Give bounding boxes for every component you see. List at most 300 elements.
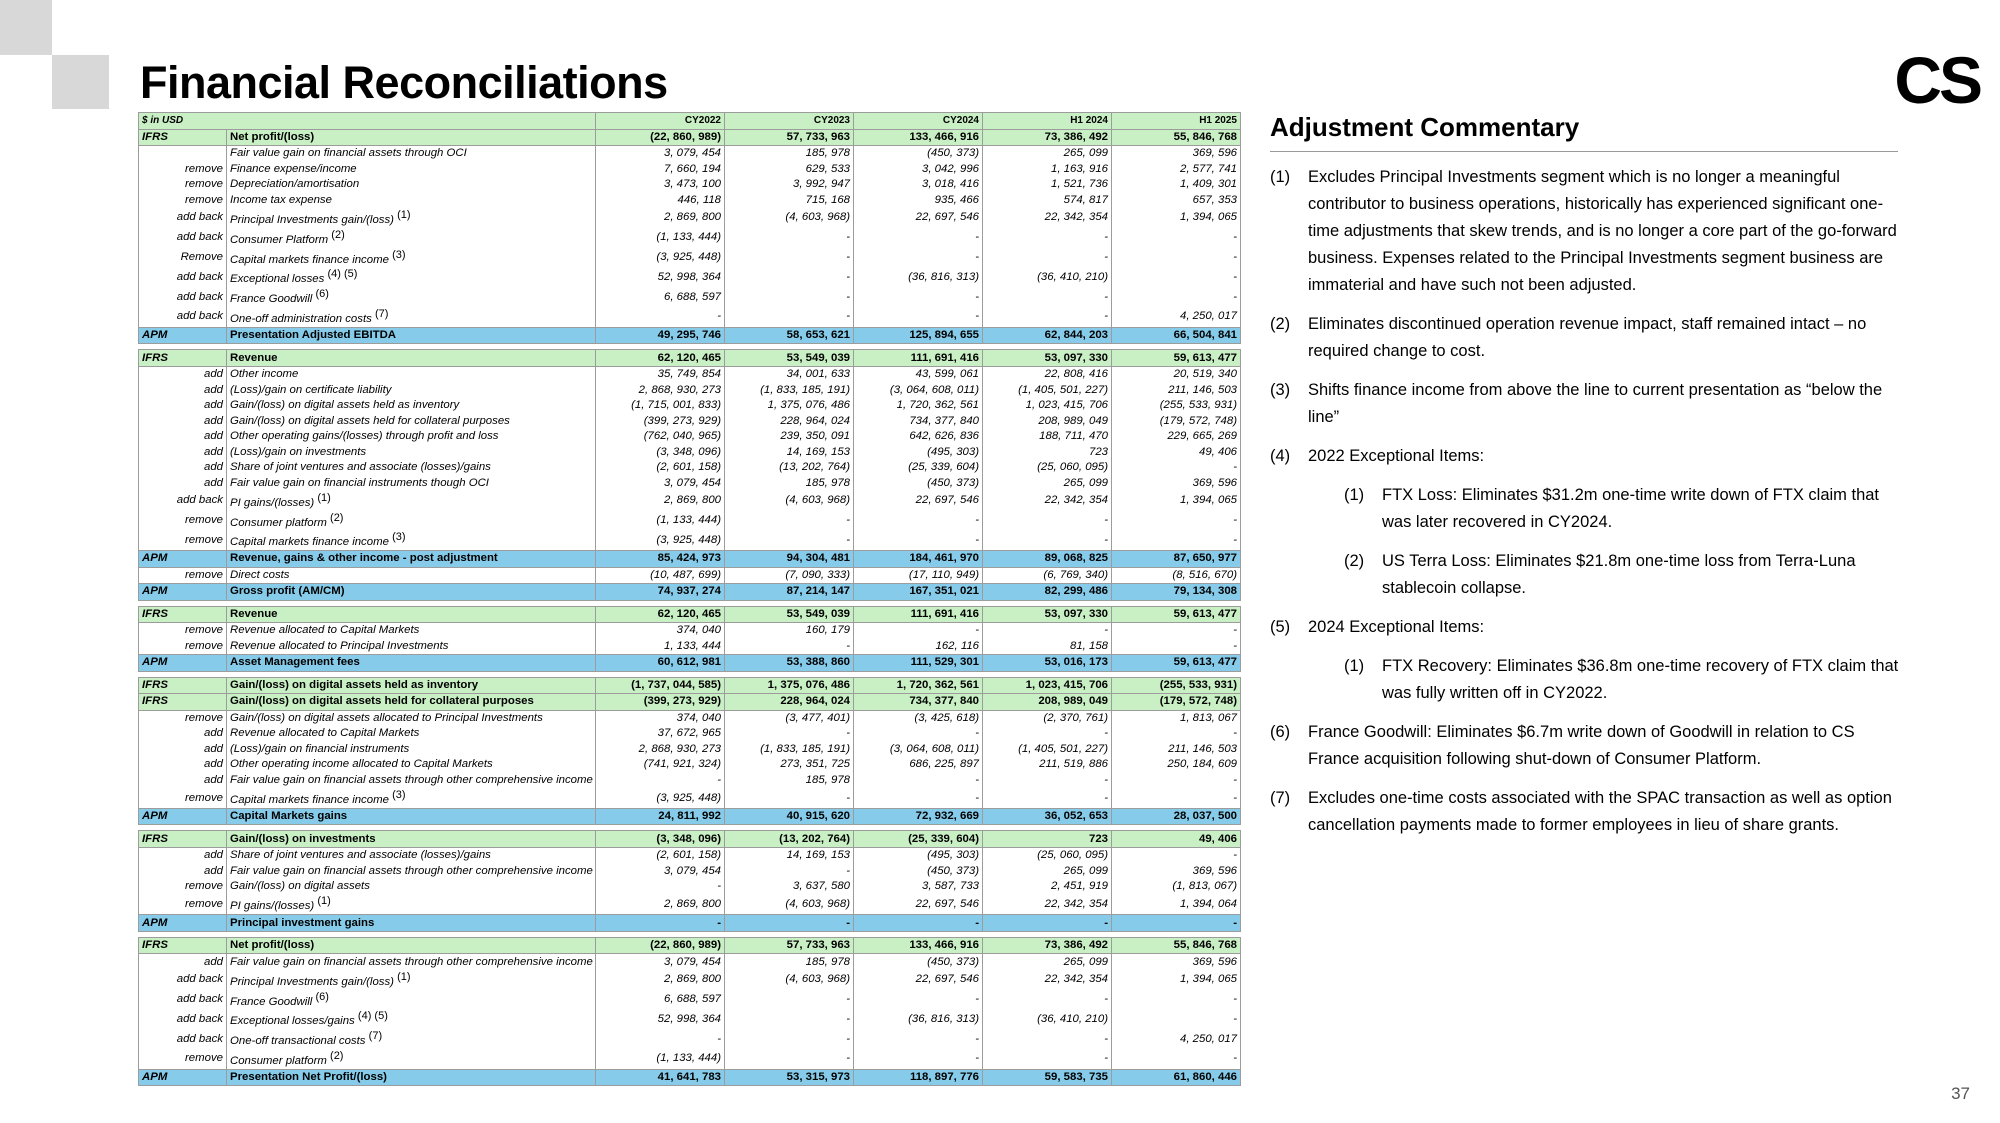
row-label <box>227 742 596 758</box>
value-cell: (450, 373) <box>854 475 983 491</box>
value-cell: 34, 001, 633 <box>725 366 854 382</box>
value-cell: 715, 168 <box>725 193 854 209</box>
value-cell: 1, 394, 064 <box>1112 894 1241 914</box>
row-tag: add <box>139 429 227 445</box>
value-cell: 61, 860, 446 <box>1112 1069 1241 1086</box>
commentary-subitem <box>1344 548 1910 602</box>
adjustment-row <box>139 757 1241 773</box>
row-label <box>227 847 596 863</box>
adjustment-row <box>139 307 1241 327</box>
row-label <box>227 788 596 808</box>
value-cell: - <box>854 990 983 1010</box>
adjustment-row <box>139 429 1241 445</box>
row-tag: add <box>139 444 227 460</box>
value-cell: 250, 184, 609 <box>1112 757 1241 773</box>
value-cell: (10, 487, 699) <box>596 567 725 584</box>
value-cell: - <box>725 228 854 248</box>
value-cell: (495, 303) <box>854 444 983 460</box>
value-cell: - <box>1112 990 1241 1010</box>
adjustment-row <box>139 248 1241 268</box>
row-tag: add <box>139 413 227 429</box>
row-tag: add <box>139 460 227 476</box>
value-cell: 133, 466, 916 <box>854 129 983 146</box>
row-label <box>227 879 596 895</box>
adjustment-row <box>139 530 1241 550</box>
value-cell: 3, 637, 580 <box>725 879 854 895</box>
ifrs-row <box>139 937 1241 954</box>
footnote-ref: (4) (5) <box>327 268 358 281</box>
value-cell: 1, 133, 444 <box>596 639 725 655</box>
value-cell: (179, 572, 748) <box>1112 413 1241 429</box>
row-label-text: Consumer Platform <box>230 233 329 246</box>
adjustment-row <box>139 1029 1241 1049</box>
value-cell: 3, 079, 454 <box>596 954 725 970</box>
row-label <box>227 228 596 248</box>
value-cell: 53, 016, 173 <box>983 655 1112 672</box>
row-label-text: Exceptional losses/gains <box>230 1015 355 1028</box>
row-label-text: Revenue allocated to Capital Markets <box>230 624 420 637</box>
value-cell: 22, 697, 546 <box>854 208 983 228</box>
value-cell: - <box>854 228 983 248</box>
row-label-text: Net profit/(loss) <box>230 939 315 952</box>
value-cell: - <box>1112 773 1241 789</box>
row-label-text: One-off administration costs <box>230 312 372 325</box>
value-cell: (255, 533, 931) <box>1112 398 1241 414</box>
row-tag: remove <box>139 710 227 726</box>
commentary-title: Adjustment Commentary <box>1270 112 1898 152</box>
value-cell: 87, 650, 977 <box>1112 551 1241 568</box>
value-cell: (1, 133, 444) <box>596 1049 725 1069</box>
value-cell: 22, 342, 354 <box>983 491 1112 511</box>
adjustment-row <box>139 177 1241 193</box>
value-cell: 185, 978 <box>725 773 854 789</box>
value-cell: 73, 386, 492 <box>983 937 1112 954</box>
value-cell: 133, 466, 916 <box>854 937 983 954</box>
row-tag: add <box>139 954 227 970</box>
value-cell: - <box>596 915 725 932</box>
value-cell: 1, 375, 076, 486 <box>725 677 854 694</box>
value-cell: 265, 099 <box>983 954 1112 970</box>
value-cell: 657, 353 <box>1112 193 1241 209</box>
row-label <box>227 894 596 914</box>
value-cell: - <box>725 639 854 655</box>
adjustment-row <box>139 742 1241 758</box>
value-cell: 7, 660, 194 <box>596 162 725 178</box>
adjustment-row <box>139 970 1241 990</box>
value-cell: 37, 672, 965 <box>596 726 725 742</box>
adjustment-row <box>139 146 1241 162</box>
commentary-text: 2022 Exceptional Items: <box>1308 447 1485 465</box>
value-cell: 59, 613, 477 <box>1112 655 1241 672</box>
value-cell: 59, 613, 477 <box>1112 350 1241 367</box>
value-cell: 60, 612, 981 <box>596 655 725 672</box>
value-cell: 734, 377, 840 <box>854 413 983 429</box>
row-tag: add <box>139 382 227 398</box>
row-label <box>227 413 596 429</box>
adjustment-row <box>139 710 1241 726</box>
footnote-ref: (3) <box>392 531 406 544</box>
value-cell: 4, 250, 017 <box>1112 1029 1241 1049</box>
row-label <box>227 639 596 655</box>
value-cell: 22, 808, 416 <box>983 366 1112 382</box>
value-cell: - <box>854 248 983 268</box>
commentary-number: (6) <box>1270 723 1291 741</box>
value-cell: (1, 133, 444) <box>596 511 725 531</box>
value-cell: 369, 596 <box>1112 146 1241 162</box>
row-label <box>227 129 596 146</box>
value-cell: 22, 342, 354 <box>983 970 1112 990</box>
value-cell: - <box>596 1029 725 1049</box>
value-cell: 3, 473, 100 <box>596 177 725 193</box>
value-cell: (3, 348, 096) <box>596 831 725 848</box>
adjustment-row <box>139 460 1241 476</box>
adjustment-row <box>139 954 1241 970</box>
row-tag: add back <box>139 990 227 1010</box>
commentary-number: (3) <box>1270 381 1291 399</box>
col-header: CY2024 <box>854 113 983 130</box>
value-cell: - <box>596 773 725 789</box>
value-cell: - <box>854 307 983 327</box>
value-cell: 81, 158 <box>983 639 1112 655</box>
value-cell: (3, 477, 401) <box>725 710 854 726</box>
row-label <box>227 1069 596 1086</box>
value-cell: (741, 921, 324) <box>596 757 725 773</box>
value-cell: 1, 394, 065 <box>1112 970 1241 990</box>
row-label <box>227 606 596 623</box>
adjustment-row <box>139 894 1241 914</box>
page-number: 37 <box>1951 1084 1970 1103</box>
row-label <box>227 726 596 742</box>
value-cell: 273, 351, 725 <box>725 757 854 773</box>
row-tag: IFRS <box>139 831 227 848</box>
value-cell: 55, 846, 768 <box>1112 937 1241 954</box>
row-label-text: Principal Investments gain/(loss) <box>230 213 394 226</box>
value-cell: 2, 869, 800 <box>596 208 725 228</box>
row-label-text: Gross profit (AM/CM) <box>230 585 345 598</box>
value-cell: 58, 653, 621 <box>725 327 854 344</box>
adjustment-row <box>139 567 1241 584</box>
value-cell: (6, 769, 340) <box>983 567 1112 584</box>
apm-total-row <box>139 584 1241 601</box>
value-cell: 2, 868, 930, 273 <box>596 382 725 398</box>
row-label-text: Gain/(loss) on digital assets held for collateral purposes <box>230 414 510 427</box>
adjustment-row <box>139 726 1241 742</box>
value-cell: - <box>983 1049 1112 1069</box>
value-cell: - <box>1112 639 1241 655</box>
value-cell: 686, 225, 897 <box>854 757 983 773</box>
row-label <box>227 366 596 382</box>
value-cell: - <box>983 788 1112 808</box>
row-label-text: Consumer platform <box>230 1054 327 1067</box>
row-label-text: Revenue allocated to Principal Investments <box>230 639 449 652</box>
row-label-text: Income tax expense <box>230 193 332 206</box>
value-cell: 574, 817 <box>983 193 1112 209</box>
row-tag: remove <box>139 639 227 655</box>
row-label-text: Finance expense/income <box>230 162 357 175</box>
row-label-text: (Loss)/gain on certificate liability <box>230 383 392 396</box>
value-cell: 188, 711, 470 <box>983 429 1112 445</box>
row-tag: IFRS <box>139 129 227 146</box>
value-cell: 49, 406 <box>1112 444 1241 460</box>
value-cell: 265, 099 <box>983 863 1112 879</box>
commentary-item <box>1270 614 1910 641</box>
row-label <box>227 307 596 327</box>
row-tag: APM <box>139 584 227 601</box>
value-cell: (4, 603, 968) <box>725 894 854 914</box>
row-label <box>227 757 596 773</box>
adjustment-row <box>139 193 1241 209</box>
adjustment-row <box>139 382 1241 398</box>
row-tag: remove <box>139 177 227 193</box>
row-label <box>227 1029 596 1049</box>
value-cell: 3, 992, 947 <box>725 177 854 193</box>
value-cell: (25, 060, 095) <box>983 847 1112 863</box>
row-tag: IFRS <box>139 606 227 623</box>
value-cell: 2, 869, 800 <box>596 894 725 914</box>
value-cell: 59, 583, 735 <box>983 1069 1112 1086</box>
row-label <box>227 1009 596 1029</box>
value-cell: 629, 533 <box>725 162 854 178</box>
row-label-text: Exceptional losses <box>230 273 325 286</box>
value-cell: (1, 405, 501, 227) <box>983 742 1112 758</box>
value-cell: 24, 811, 992 <box>596 808 725 825</box>
row-label <box>227 623 596 639</box>
row-tag: add <box>139 726 227 742</box>
value-cell: (17, 110, 949) <box>854 567 983 584</box>
row-label-text: PI gains/(losses) <box>230 900 315 913</box>
value-cell: 41, 641, 783 <box>596 1069 725 1086</box>
row-label <box>227 287 596 307</box>
value-cell: 53, 315, 973 <box>725 1069 854 1086</box>
row-tag <box>139 146 227 162</box>
apm-total-row <box>139 551 1241 568</box>
footnote-ref: (2) <box>331 228 345 241</box>
value-cell: (13, 202, 764) <box>725 831 854 848</box>
adjustment-row <box>139 879 1241 895</box>
adjustment-row <box>139 1009 1241 1029</box>
row-label <box>227 655 596 672</box>
row-tag: APM <box>139 551 227 568</box>
value-cell: - <box>725 267 854 287</box>
value-cell: 118, 897, 776 <box>854 1069 983 1086</box>
value-cell: (450, 373) <box>854 146 983 162</box>
value-cell: 52, 998, 364 <box>596 1009 725 1029</box>
value-cell: 3, 079, 454 <box>596 475 725 491</box>
value-cell: - <box>1112 228 1241 248</box>
value-cell: (399, 273, 929) <box>596 413 725 429</box>
value-cell: 14, 169, 153 <box>725 847 854 863</box>
subitem-number: (1) <box>1344 657 1365 675</box>
value-cell: (3, 925, 448) <box>596 530 725 550</box>
commentary-subitem <box>1344 482 1910 536</box>
value-cell: 111, 691, 416 <box>854 350 983 367</box>
row-label <box>227 248 596 268</box>
value-cell: 43, 599, 061 <box>854 366 983 382</box>
row-label-text: Capital markets finance income <box>230 536 389 549</box>
row-tag: add back <box>139 267 227 287</box>
row-tag: APM <box>139 655 227 672</box>
adjustment-row <box>139 511 1241 531</box>
value-cell: 53, 549, 039 <box>725 350 854 367</box>
value-cell: 185, 978 <box>725 475 854 491</box>
value-cell: 72, 932, 669 <box>854 808 983 825</box>
value-cell: 35, 749, 854 <box>596 366 725 382</box>
value-cell: 229, 665, 269 <box>1112 429 1241 445</box>
value-cell: 53, 097, 330 <box>983 606 1112 623</box>
commentary-number: (2) <box>1270 315 1291 333</box>
row-label-text: Capital Markets gains <box>230 810 348 823</box>
value-cell: 49, 295, 746 <box>596 327 725 344</box>
value-cell: - <box>725 1049 854 1069</box>
value-cell: 185, 978 <box>725 146 854 162</box>
value-cell: (2, 601, 158) <box>596 460 725 476</box>
footnote-ref: (1) <box>397 970 411 983</box>
value-cell: 374, 040 <box>596 710 725 726</box>
value-cell: 1, 023, 415, 706 <box>983 398 1112 414</box>
value-cell: 228, 964, 024 <box>725 694 854 711</box>
value-cell: - <box>1112 530 1241 550</box>
value-cell: 2, 868, 930, 273 <box>596 742 725 758</box>
subitem-number: (1) <box>1344 486 1365 504</box>
row-tag: remove <box>139 530 227 550</box>
value-cell: (255, 533, 931) <box>1112 677 1241 694</box>
value-cell: - <box>725 248 854 268</box>
value-cell: - <box>854 530 983 550</box>
subitem-text: FTX Recovery: Eliminates $36.8m one-time recovery of FTX claim that was fully written off in CY2022. <box>1382 657 1899 702</box>
value-cell: (495, 303) <box>854 847 983 863</box>
value-cell: - <box>983 511 1112 531</box>
value-cell: 22, 342, 354 <box>983 208 1112 228</box>
value-cell: - <box>854 287 983 307</box>
row-label-text: Principal investment gains <box>230 916 375 929</box>
row-label <box>227 694 596 711</box>
value-cell: 52, 998, 364 <box>596 267 725 287</box>
value-cell: 723 <box>983 831 1112 848</box>
value-cell: (1, 715, 001, 833) <box>596 398 725 414</box>
value-cell: (450, 373) <box>854 863 983 879</box>
value-cell: 2, 869, 800 <box>596 491 725 511</box>
adjustment-row <box>139 398 1241 414</box>
value-cell: 1, 394, 065 <box>1112 491 1241 511</box>
row-label-text: Other operating gains/(losses) through profit and loss <box>230 430 499 443</box>
adjustment-row <box>139 847 1241 863</box>
value-cell: 935, 466 <box>854 193 983 209</box>
row-tag: add back <box>139 970 227 990</box>
value-cell: - <box>854 788 983 808</box>
value-cell: 265, 099 <box>983 475 1112 491</box>
row-tag: IFRS <box>139 694 227 711</box>
value-cell: 1, 163, 916 <box>983 162 1112 178</box>
value-cell: 211, 146, 503 <box>1112 382 1241 398</box>
adjustment-commentary <box>1270 112 1910 839</box>
row-tag: remove <box>139 894 227 914</box>
row-label-text: France Goodwill <box>230 995 313 1008</box>
row-label-text: Net profit/(loss) <box>230 130 315 143</box>
row-tag: Remove <box>139 248 227 268</box>
row-label-text: Capital markets finance income <box>230 793 389 806</box>
row-label <box>227 808 596 825</box>
row-label-text: Gain/(loss) on digital assets <box>230 880 370 893</box>
row-label-text: Fair value gain on financial instruments though OCI <box>230 476 489 489</box>
row-label-text: Other operating income allocated to Capital Markets <box>230 758 493 771</box>
value-cell: 59, 613, 477 <box>1112 606 1241 623</box>
value-cell: - <box>854 726 983 742</box>
value-cell: 1, 720, 362, 561 <box>854 398 983 414</box>
row-tag: add back <box>139 1009 227 1029</box>
subitem-text: US Terra Loss: Eliminates $21.8m one-time loss from Terra-Luna stablecoin collapse. <box>1382 552 1856 597</box>
row-label-text: Gain/(loss) on digital assets held for collateral purposes <box>230 695 534 708</box>
value-cell: - <box>983 915 1112 932</box>
value-cell: - <box>854 773 983 789</box>
value-cell: 62, 844, 203 <box>983 327 1112 344</box>
commentary-number: (1) <box>1270 168 1291 186</box>
value-cell: - <box>725 287 854 307</box>
footnote-ref: (6) <box>315 288 329 301</box>
value-cell: 208, 989, 049 <box>983 413 1112 429</box>
value-cell: - <box>725 726 854 742</box>
value-cell: - <box>1112 726 1241 742</box>
footnote-ref: (7) <box>368 1030 383 1043</box>
value-cell: (25, 060, 095) <box>983 460 1112 476</box>
value-cell: (1, 405, 501, 227) <box>983 382 1112 398</box>
value-cell: - <box>1112 788 1241 808</box>
value-cell: - <box>854 915 983 932</box>
value-cell: - <box>854 1029 983 1049</box>
value-cell: 3, 042, 996 <box>854 162 983 178</box>
value-cell: 2, 577, 741 <box>1112 162 1241 178</box>
value-cell: 89, 068, 825 <box>983 551 1112 568</box>
row-label-text: Fair value gain on financial assets through other comprehensive income <box>230 864 593 877</box>
row-tag: add back <box>139 307 227 327</box>
value-cell: 28, 037, 500 <box>1112 808 1241 825</box>
value-cell: 2, 869, 800 <box>596 970 725 990</box>
value-cell: 22, 697, 546 <box>854 970 983 990</box>
row-label-text: One-off transactional costs <box>230 1034 366 1047</box>
adjustment-row <box>139 208 1241 228</box>
value-cell: - <box>854 511 983 531</box>
row-label-text: Share of joint ventures and associate (losses)/gains <box>230 849 491 862</box>
value-cell: - <box>983 248 1112 268</box>
ifrs-row <box>139 606 1241 623</box>
page-title: Financial Reconciliations <box>140 57 668 108</box>
value-cell: 66, 504, 841 <box>1112 327 1241 344</box>
adjustment-row <box>139 267 1241 287</box>
value-cell: - <box>725 915 854 932</box>
row-label-text: Revenue <box>230 351 278 364</box>
row-tag: remove <box>139 788 227 808</box>
value-cell: (1, 813, 067) <box>1112 879 1241 895</box>
value-cell: - <box>725 511 854 531</box>
row-label <box>227 970 596 990</box>
value-cell: 22, 342, 354 <box>983 894 1112 914</box>
footnote-ref: (7) <box>374 307 389 320</box>
value-cell: (7, 090, 333) <box>725 567 854 584</box>
col-header: CY2023 <box>725 113 854 130</box>
value-cell: (399, 273, 929) <box>596 694 725 711</box>
value-cell: 228, 964, 024 <box>725 413 854 429</box>
footnote-ref: (4) (5) <box>357 1010 388 1023</box>
row-tag: add back <box>139 491 227 511</box>
value-cell: 1, 409, 301 <box>1112 177 1241 193</box>
commentary-number: (4) <box>1270 447 1291 465</box>
value-cell: 734, 377, 840 <box>854 694 983 711</box>
value-cell: - <box>1112 248 1241 268</box>
row-label <box>227 937 596 954</box>
value-cell: - <box>596 307 725 327</box>
adjustment-row <box>139 788 1241 808</box>
value-cell: - <box>1112 1009 1241 1029</box>
row-tag: APM <box>139 915 227 932</box>
